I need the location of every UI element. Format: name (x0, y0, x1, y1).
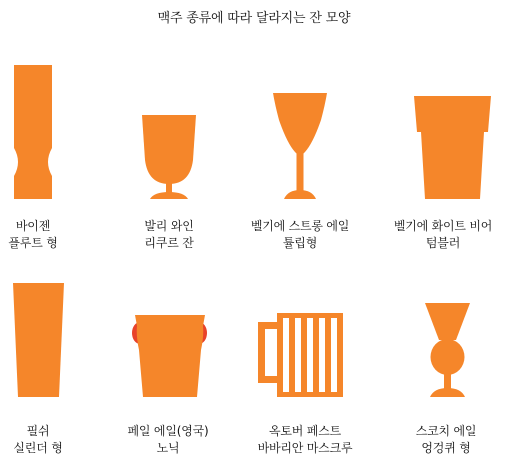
glass-label-thistle (381, 423, 508, 457)
glass-label-line1: 옥토버 페스트 (269, 424, 341, 438)
glass-label-cylinder (0, 423, 103, 457)
weizen-glass-icon (14, 65, 52, 199)
glass-label-tumbler (378, 218, 508, 252)
glass-label-line1: 발리 와인 (144, 219, 194, 233)
glass-label-line1: 스코치 에일 (415, 424, 477, 438)
glass-label-line2: 리쿠르 잔 (144, 236, 194, 250)
glass-label-line1: 벨기에 화이트 비어 (393, 219, 493, 233)
glass-label-line2: 플루트 형 (8, 236, 58, 250)
glass-label-mug (240, 423, 370, 457)
glass-label-nonic (103, 423, 233, 457)
glass-label-line2: 튤립형 (282, 236, 318, 250)
glass-label-line1: 페일 에일(영국) (127, 424, 209, 438)
glass-label-line2: 실린더 형 (13, 441, 63, 455)
cylinder-glass-icon (13, 283, 64, 397)
glass-label-barleywine (104, 218, 234, 252)
barleywine-glass-icon (142, 115, 196, 199)
glass-label-line2: 텀블러 (425, 236, 461, 250)
tulip-glass-icon (273, 93, 327, 199)
thistle-glass-icon (425, 303, 470, 397)
glass-label-line1: 벨기에 스트롱 에일 (250, 219, 350, 233)
page-title: 맥주 종류에 따라 달라지는 잔 모양 (157, 11, 351, 26)
glass-label-line2: 바바리안 마스크루 (257, 441, 353, 455)
glass-label-weizen (0, 218, 98, 252)
glass-label-tulip (235, 218, 365, 252)
glass-label-line1: 필쉬 (26, 424, 50, 438)
nonic-glass-icon (132, 315, 207, 397)
mug-glass-icon (258, 313, 343, 397)
glass-label-line1: 바이젠 (15, 219, 51, 233)
glass-label-line2: 노닉 (156, 441, 180, 455)
tumbler-glass-icon (414, 96, 491, 199)
glass-label-line2: 엉겅퀴 형 (421, 441, 471, 455)
